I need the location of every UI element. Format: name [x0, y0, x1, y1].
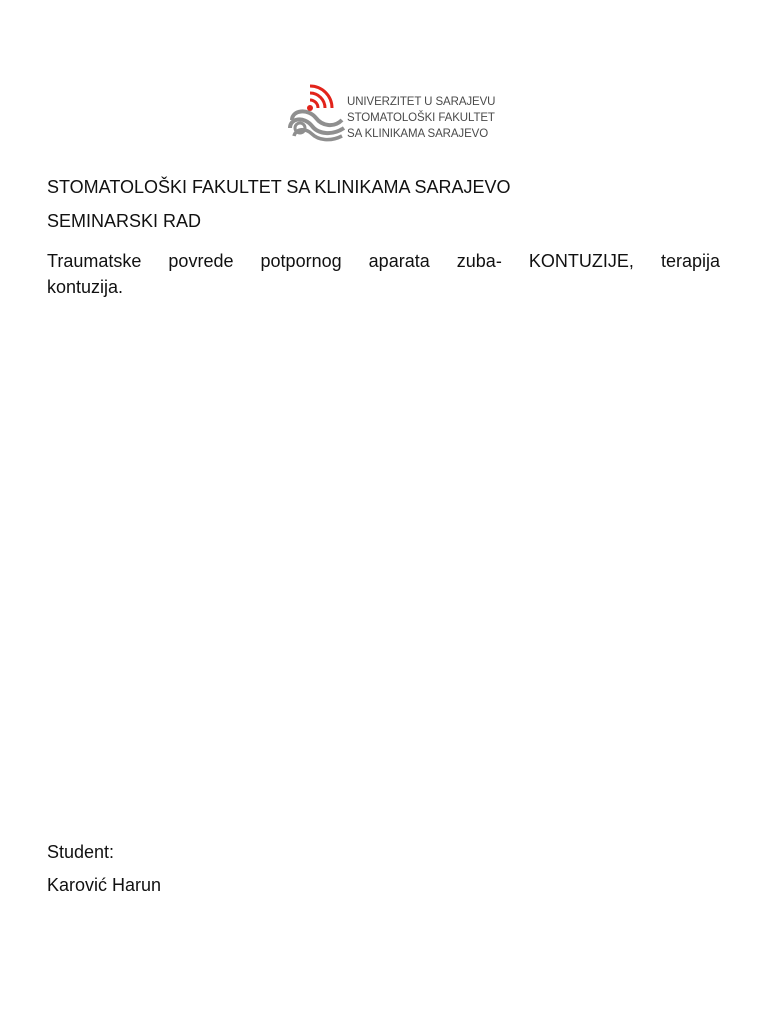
logo-text — [347, 94, 495, 142]
student-label: Student: — [47, 842, 115, 862]
student-name: Karović Harun — [47, 875, 162, 895]
document-title — [47, 248, 720, 300]
faculty-heading: STOMATOLOŠKI FAKULTET SA KLINIKAMA SARAJEVO — [47, 177, 511, 197]
logo-line-faculty: STOMATOLOŠKI FAKULTET — [347, 112, 495, 124]
university-logo — [286, 82, 496, 148]
logo-line-clinics: SA KLINIKAMA SARAJEVO — [347, 128, 489, 140]
document-type-heading: SEMINARSKI RAD — [47, 211, 202, 231]
logo-line-university: UNIVERZITET U SARAJEVU — [347, 96, 496, 108]
title-line-2: kontuzija. — [47, 277, 124, 297]
university-emblem-icon — [286, 82, 348, 148]
title-line-1: Traumatske povrede potpornog aparata zuba- KONTUZIJE, terapija — [47, 251, 720, 271]
